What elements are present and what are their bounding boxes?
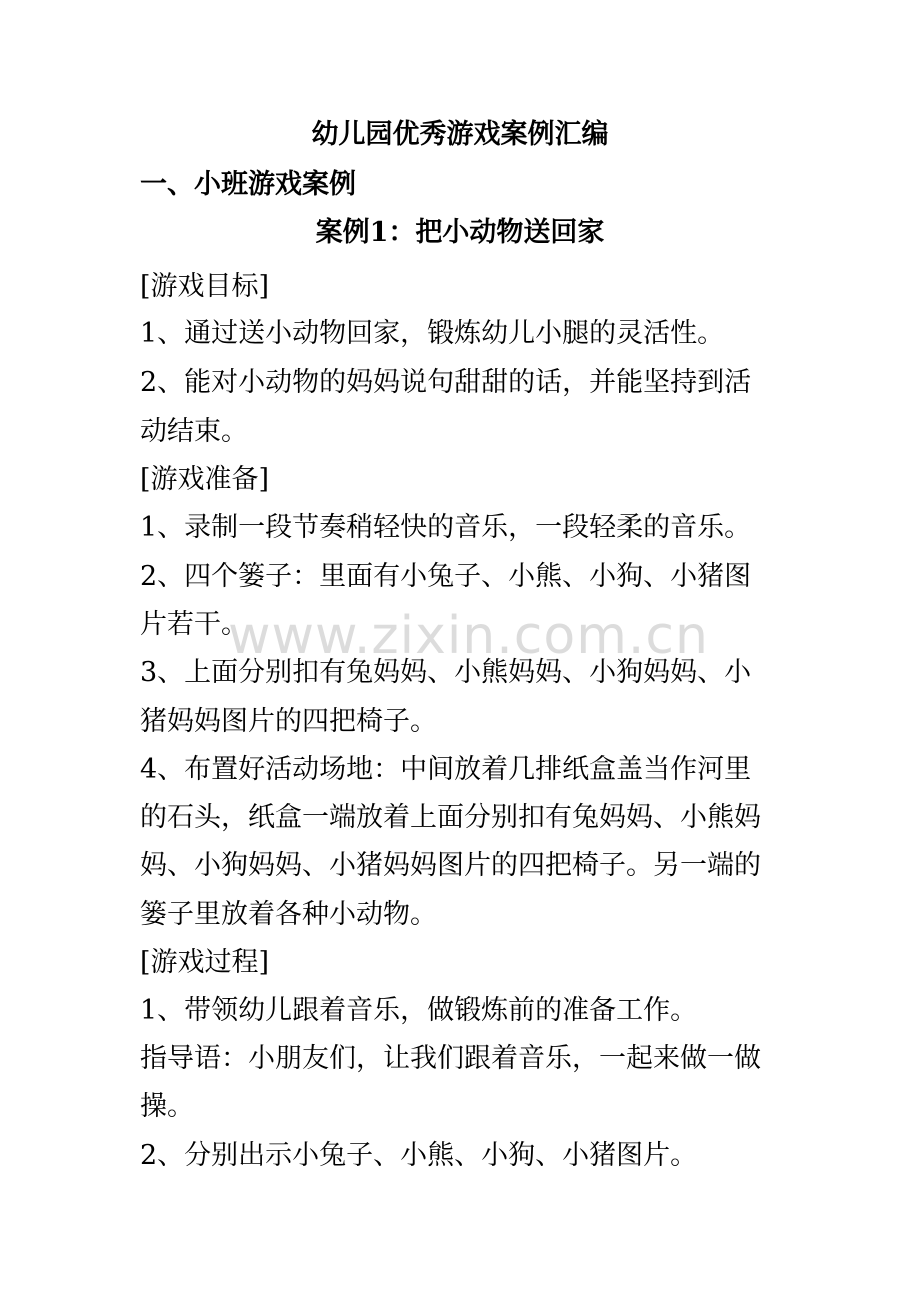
prep-item-2-line-2: 片若干。 xyxy=(140,609,248,640)
prep-item-3-line-2: 猪妈妈图片的四把椅子。 xyxy=(140,706,437,737)
guide-line-1: 指导语：小朋友们，让我们跟着音乐，一起来做一做 xyxy=(140,1043,761,1074)
document-title: 幼儿园优秀游戏案例汇编 xyxy=(311,119,609,150)
prep-item-4-line-4: 篓子里放着各种小动物。 xyxy=(140,899,437,930)
watermark: www.zixin.com.cn xyxy=(228,606,709,666)
goal-item-2-line-2: 动结束。 xyxy=(140,416,248,447)
process-heading: [游戏过程] xyxy=(140,947,270,978)
section-heading: 一、小班游戏案例 xyxy=(140,169,356,200)
prep-item-4-line-2: 的石头，纸盒一端放着上面分别扣有兔妈妈、小熊妈 xyxy=(140,802,761,833)
prep-item-4-line-3: 妈、小狗妈妈、小猪妈妈图片的四把椅子。另一端的 xyxy=(140,850,761,881)
goal-item-2-line-1: 2、能对小动物的妈妈说句甜甜的话，并能坚持到活 xyxy=(140,367,752,398)
prep-item-2-line-1: 2、四个篓子：里面有小兔子、小熊、小狗、小猪图 xyxy=(140,561,752,592)
prep-item-1: 1、录制一段节奏稍轻快的音乐，一段轻柔的音乐。 xyxy=(140,512,752,543)
goal-item-1: 1、通过送小动物回家，锻炼幼儿小腿的灵活性。 xyxy=(140,318,725,349)
process-item-1: 1、带领幼儿跟着音乐，做锻炼前的准备工作。 xyxy=(140,995,698,1026)
prep-heading: [游戏准备] xyxy=(140,464,270,495)
goal-heading: [游戏目标] xyxy=(140,271,270,302)
prep-item-3-line-1: 3、上面分别扣有兔妈妈、小熊妈妈、小狗妈妈、小 xyxy=(140,657,752,688)
process-item-2: 2、分别出示小兔子、小熊、小狗、小猪图片。 xyxy=(140,1140,698,1171)
guide-line-2: 操。 xyxy=(140,1091,194,1122)
prep-item-4-line-1: 4、布置好活动场地：中间放着几排纸盒盖当作河里 xyxy=(140,754,752,785)
case-title: 案例1：把小动物送回家 xyxy=(315,217,605,248)
